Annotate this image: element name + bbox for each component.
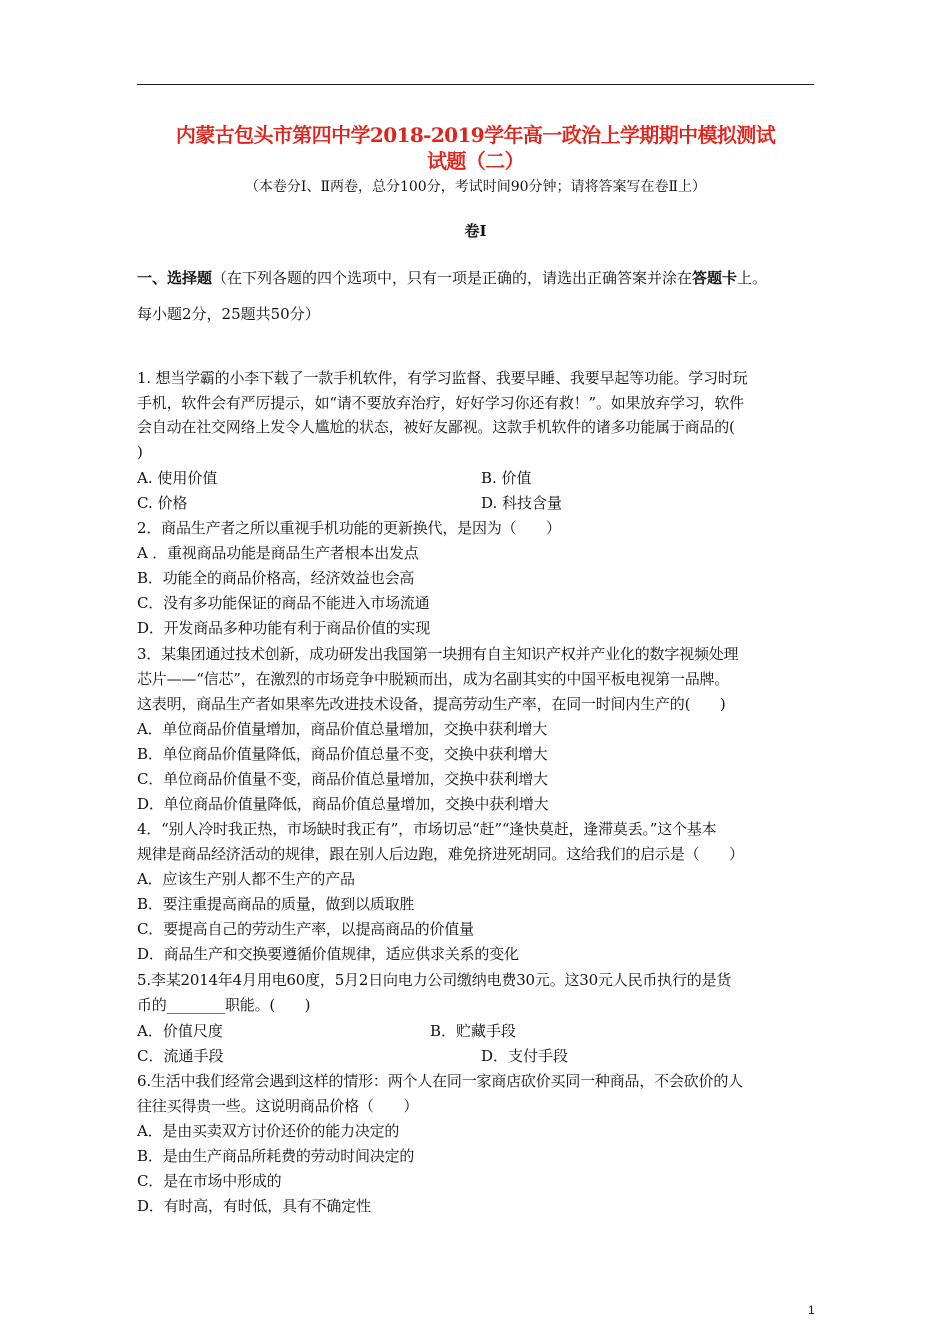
q2-option-a: A ．重视商品功能是商品生产者根本出发点 <box>137 544 419 562</box>
header-rule <box>137 84 814 85</box>
q5-option-b: B．贮藏手段 <box>430 1022 517 1040</box>
q4-option-b: B．要注重提高商品的质量，做到以质取胜 <box>137 895 415 913</box>
section-title: 一、选择题 <box>137 269 213 287</box>
q5-stem-line1: 5.李某2014年4月用电60度，5月2日向电力公司缴纳电费30元。这30元人民币执行的是货 <box>137 971 732 989</box>
q4-stem-line2: 规律是商品经济活动的规律，跟在别人后边跑，难免挤进死胡同。这给我们的启示是（ ） <box>137 845 744 863</box>
q3-stem-line2: 芯片——“信芯”，在激烈的市场竞争中脱颖而出，成为名副其实的中国平板电视第一品牌。 <box>137 670 730 688</box>
q6-option-d: D．有时高，有时低，具有不确定性 <box>137 1197 371 1215</box>
q6-stem-line2: 往往买得贵一些。这说明商品价格（ ） <box>137 1097 419 1115</box>
q2-option-c: C．没有多功能保证的商品不能进入市场流通 <box>137 594 430 612</box>
q3-option-b: B．单位商品价值量降低，商品价值总量不变，交换中获利增大 <box>137 745 548 763</box>
volume-heading: 卷Ⅰ <box>464 222 487 240</box>
q3-option-c: C．单位商品价值量不变，商品价值总量增加，交换中获利增大 <box>137 770 548 788</box>
section-instruction-text-a: （在下列各题的四个选项中，只有一项是正确的，请选出正确答案并涂在 <box>212 269 693 287</box>
q5-option-c: C．流通手段 <box>137 1047 224 1065</box>
q6-option-c: C．是在市场中形成的 <box>137 1172 282 1190</box>
q1-option-c: C. 价格 <box>137 494 188 512</box>
section-instruction <box>137 267 817 289</box>
q5-option-d: D．支付手段 <box>481 1047 569 1065</box>
q2-stem: 2．商品生产者之所以重视手机功能的更新换代，是因为（ ） <box>137 519 561 537</box>
q1-stem-line1: 1. 想当学霸的小李下载了一款手机软件，有学习监督、我要早睡、我要早起等功能。学习时玩 <box>137 369 748 387</box>
q4-stem-line1: 4．“别人冷时我正热，市场缺时我正有”，市场切忌“赶”“逢快莫赶，逢滞莫丢。”这个基本 <box>137 820 717 838</box>
q4-option-d: D．商品生产和交换要遵循价值规律，适应供求关系的变化 <box>137 945 519 963</box>
q1-option-d: D. 科技含量 <box>481 494 563 512</box>
section-instruction-line2: 每小题2分，25题共50分） <box>137 305 320 323</box>
q6-option-b: B．是由生产商品所耗费的劳动时间决定的 <box>137 1147 415 1165</box>
q2-option-b: B．功能全的商品价格高，经济效益也会高 <box>137 569 415 587</box>
q3-option-a: A．单位商品价值量增加，商品价值总量增加，交换中获利增大 <box>137 720 548 738</box>
q4-option-c: C．要提高自己的劳动生产率，以提高商品的价值量 <box>137 920 474 938</box>
q1-option-a: A. 使用价值 <box>137 469 218 487</box>
section-instruction-bold: 答题卡 <box>692 269 738 287</box>
q6-option-a: A．是由买卖双方讨价还价的能力决定的 <box>137 1122 400 1140</box>
q5-stem-line2: 币的________职能。( ) <box>137 996 311 1014</box>
q3-option-d: D．单位商品价值量降低，商品价值总量增加，交换中获利增大 <box>137 795 549 813</box>
q3-stem-line3: 这表明，商品生产者如果率先改进技术设备，提高劳动生产率，在同一时间内生产的( ) <box>137 695 726 713</box>
q6-stem-line1: 6.生活中我们经常会遇到这样的情形：两个人在同一家商店砍价买同一种商品，不会砍价的人 <box>137 1072 743 1090</box>
q1-stem-line2: 手机，软件会有严厉提示，如“请不要放弃治疗，好好学习你还有救！”。如果放弃学习，软件 <box>137 394 744 412</box>
q5-option-a: A．价值尺度 <box>137 1022 223 1040</box>
q1-stem-line3: 会自动在社交网络上发令人尴尬的状态，被好友鄙视。这款手机软件的诸多功能属于商品的( <box>137 418 735 436</box>
q2-option-d: D．开发商品多种功能有利于商品价值的实现 <box>137 619 431 637</box>
page-number: 1 <box>808 1303 815 1317</box>
exam-title-line1: 内蒙古包头市第四中学2018-2019学年高一政治上学期期中模拟测试 <box>175 123 776 147</box>
q1-option-b: B. 价值 <box>481 469 532 487</box>
section-instruction-text-b: 上。 <box>737 269 768 287</box>
exam-subtitle: （本卷分Ⅰ、Ⅱ两卷，总分100分，考试时间90分钟；请将答案写在卷Ⅱ上） <box>244 179 707 195</box>
exam-title-line2: 试题（二） <box>427 149 524 173</box>
q3-stem-line1: 3．某集团通过技术创新，成功研发出我国第一块拥有自主知识产权并产业化的数字视频处理 <box>137 645 739 663</box>
q1-stem-line4: ) <box>137 443 143 461</box>
q4-option-a: A．应该生产别人都不生产的产品 <box>137 870 355 888</box>
